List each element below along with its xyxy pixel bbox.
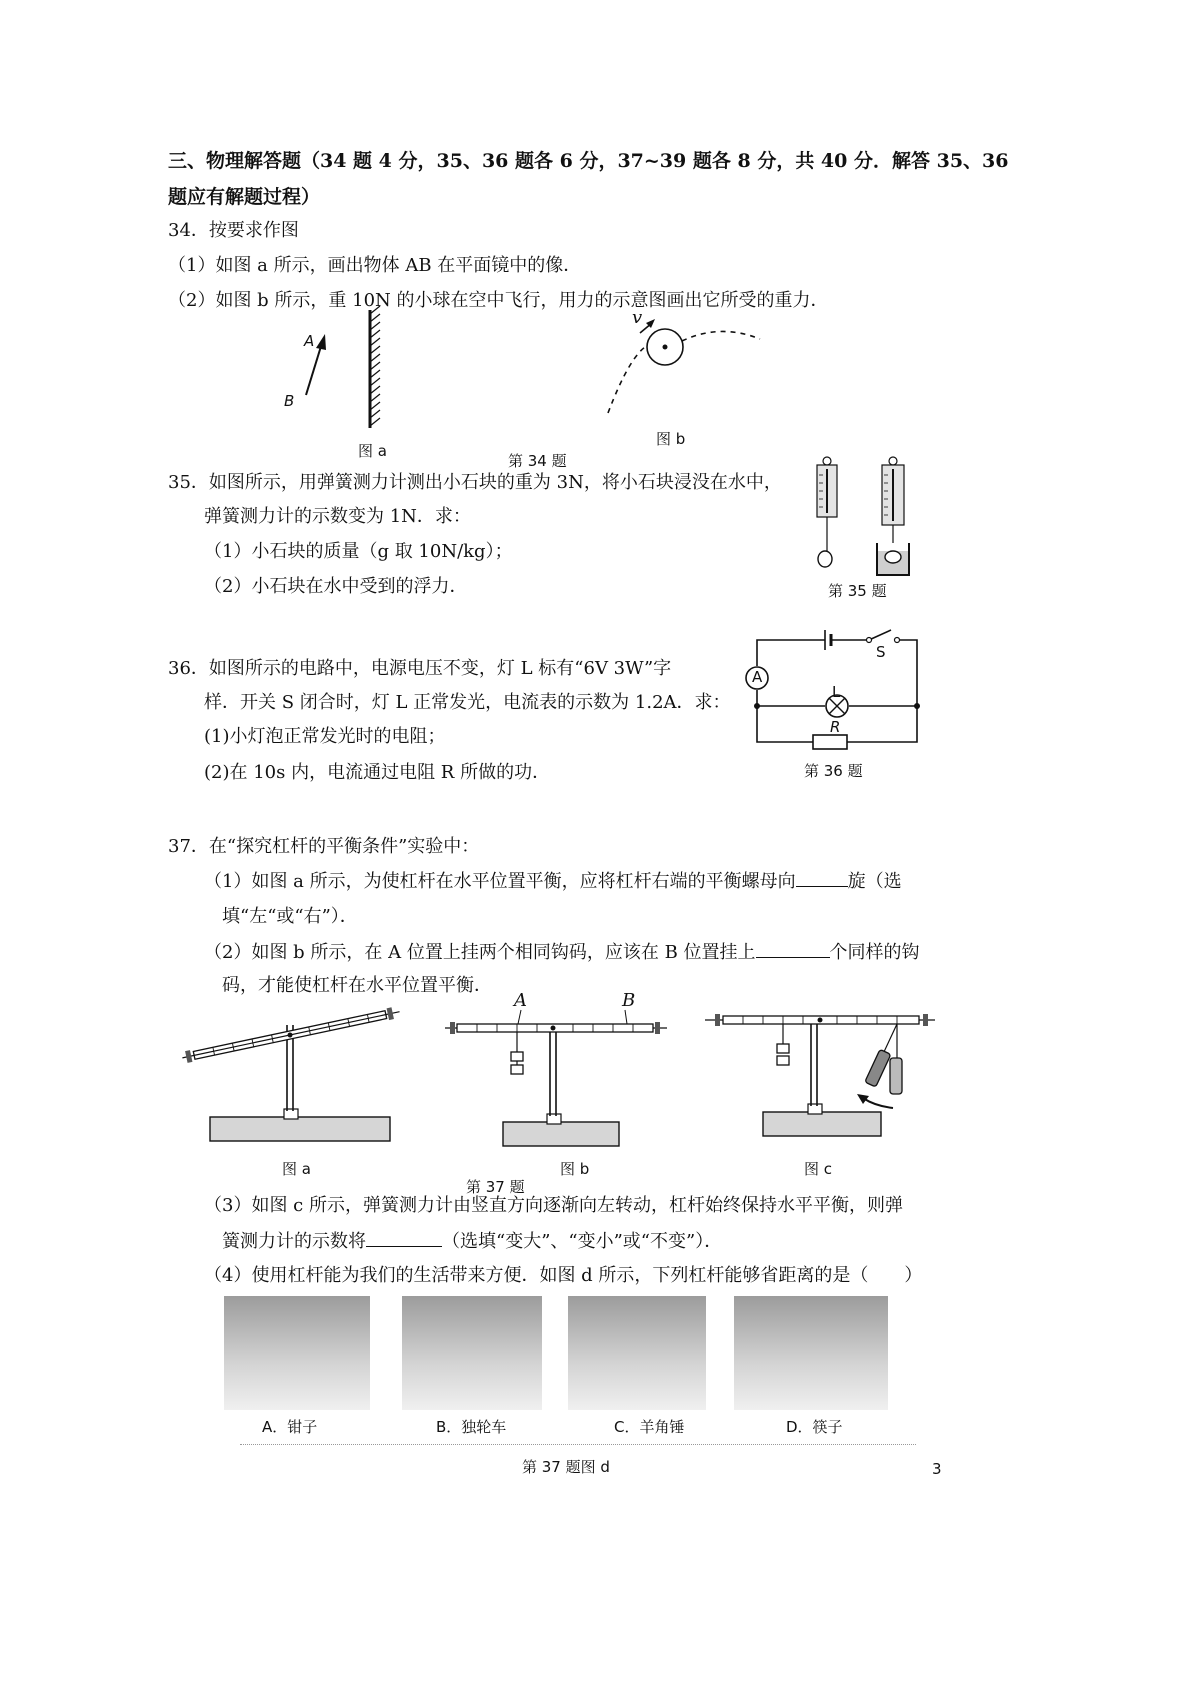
q36-line4: (2)在 10s 内，电流通过电阻 R 所做的功． (204, 762, 551, 783)
page-number: 3 (932, 1460, 942, 1478)
claw-hammer-photo (568, 1296, 706, 1410)
q34-caption-b: 图 b (656, 430, 686, 448)
q37-part2-line1 (204, 939, 920, 966)
q35-line4: （2）小石块在水中受到的浮力． (204, 576, 468, 597)
q34-label-v: v (632, 307, 643, 328)
q36-label-R: R (830, 718, 841, 736)
q37-caption-a: 图 a (282, 1160, 311, 1178)
q37-part3-line2 (222, 1228, 722, 1255)
q34-label-B: B (284, 392, 295, 410)
q36-label-S: S (876, 643, 886, 661)
q37-part1-line2: 填“左“或“右”）． (222, 906, 358, 927)
q35-line1: 35．如图所示，用弹簧测力计测出小石块的重为 3N，将小石块浸没在水中， (168, 472, 782, 493)
q37-figure-c-lever-spring-scale (705, 1010, 945, 1150)
q35-figure-spring-scales (805, 455, 935, 580)
q34-stem: 34．按要求作图 (168, 220, 299, 241)
q37-stem: 37．在“探究杠杆的平衡条件”实验中： (168, 836, 480, 857)
q37-part1-text-b: 旋（选 (847, 871, 902, 892)
q37-part3-text-a: 簧测力计的示数将 (222, 1231, 366, 1252)
wheelbarrow-photo (402, 1296, 542, 1410)
q34-figure-a-mirror (280, 310, 400, 450)
q34-caption-a: 图 a (358, 442, 387, 460)
q35-line2: 弹簧测力计的示数变为 1N．求： (204, 506, 471, 527)
figure-d-divider (240, 1444, 916, 1445)
q37-part2-line2: 码，才能使杠杆在水平位置平衡． (222, 975, 492, 996)
q37-part1-text-a: （1）如图 a 所示，为使杠杆在水平位置平衡，应将杠杆右端的平衡螺母向 (204, 871, 796, 892)
q36-line3: (1)小灯泡正常发光时的电阻； (204, 726, 446, 747)
q36-label-A: A (752, 668, 763, 686)
q36-line1: 36．如图所示的电路中，电源电压不变，灯 L 标有“6V 3W”字 (168, 658, 672, 679)
section-title-line1: 三、物理解答题（34 题 4 分，35、36 题各 6 分，37~39 题各 8 分，共 40 分．解答 35、36 (168, 150, 1009, 172)
q37-part2-text-a: （2）如图 b 所示，在 A 位置上挂两个相同钩码，应该在 B 位置挂上 (204, 942, 756, 963)
q34-part1: （1）如图 a 所示，画出物体 AB 在平面镜中的像． (168, 255, 582, 276)
option-A[interactable]: A．钳子 (262, 1418, 318, 1436)
option-D[interactable]: D．筷子 (786, 1418, 843, 1436)
q36-caption: 第 36 题 (804, 762, 863, 780)
chopsticks-photo (734, 1296, 888, 1410)
q34-label-A: A (304, 332, 315, 350)
q37-part3-line1: （3）如图 c 所示，弹簧测力计由竖直方向逐渐向左转动，杠杆始终保持水平平衡，则弹 (204, 1195, 903, 1216)
q37-part1-answer-blank[interactable] (796, 868, 848, 887)
q37-part3-answer-blank[interactable] (366, 1228, 442, 1247)
q37-part3-text-b: （选填“变大”、“变小”或“不变”）． (442, 1231, 723, 1252)
q35-caption: 第 35 题 (828, 582, 887, 600)
q37-caption: 第 37 题 (466, 1178, 525, 1196)
pliers-photo (224, 1296, 370, 1410)
q37-part2-answer-blank[interactable] (756, 939, 830, 958)
q36-label-L: L (832, 683, 841, 701)
q37-label-A: A (514, 990, 527, 1011)
q37-caption-d: 第 37 题图 d (522, 1458, 610, 1476)
q37-part1-line1 (204, 868, 902, 895)
q37-caption-c: 图 c (804, 1160, 833, 1178)
q36-line2: 样．开关 S 闭合时，灯 L 正常发光，电流表的示数为 1.2A．求： (204, 692, 731, 713)
q35-line3: （1）小石块的质量（g 取 10N/kg）； (204, 541, 513, 562)
q34-caption: 第 34 题 (508, 452, 567, 470)
option-B[interactable]: B．独轮车 (436, 1418, 507, 1436)
q37-part2-text-b: 个同样的钩 (829, 942, 920, 963)
option-C[interactable]: C．羊角锤 (614, 1418, 685, 1436)
section-title-line2: 题应有解题过程） (168, 186, 321, 208)
q37-part4: （4）使用杠杆能为我们的生活带来方便．如图 d 所示，下列杠杆能够省距离的是（ ） (204, 1265, 923, 1286)
q34-part2: （2）如图 b 所示，重 10N 的小球在空中飞行，用力的示意图画出它所受的重力． (168, 290, 829, 311)
q34-figure-b-ball (600, 315, 770, 425)
q37-figure-b-lever-hooks (445, 1010, 675, 1150)
q37-label-B: B (622, 990, 636, 1011)
q37-caption-b: 图 b (560, 1160, 590, 1178)
q37-figure-a-lever-tilted (180, 1005, 420, 1145)
